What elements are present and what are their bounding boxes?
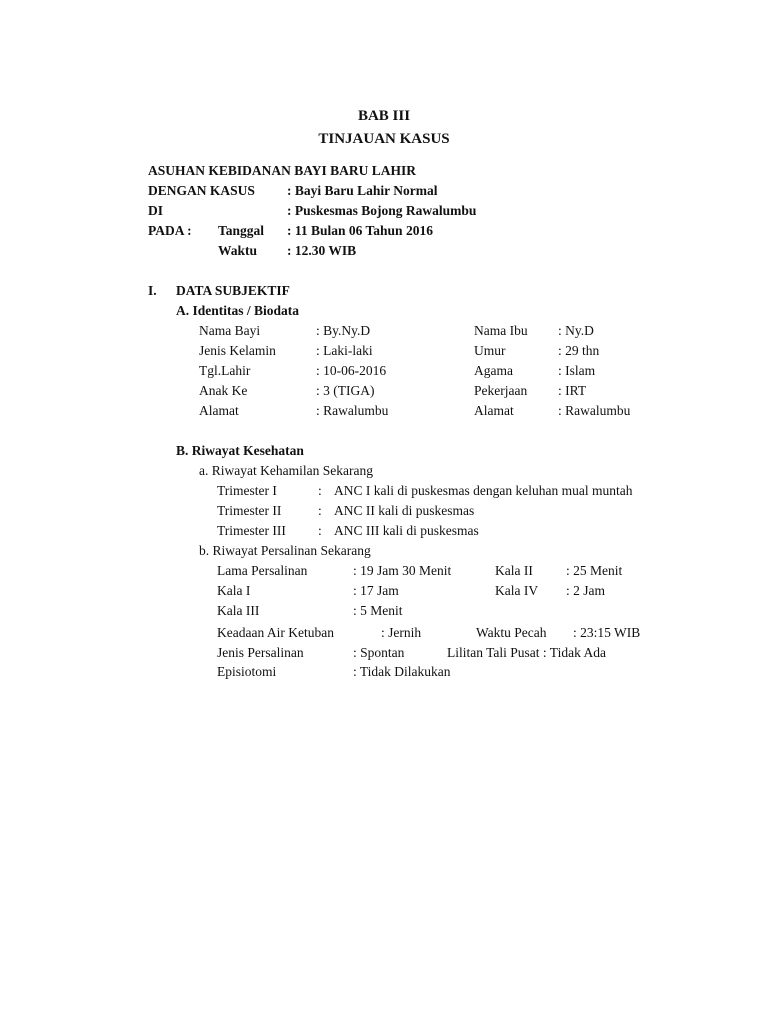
lilitan-tali-pusat: Lilitan Tali Pusat : Tidak Ada [447,645,606,660]
identitas-label: Tgl.Lahir [199,363,251,378]
sub-b-title: b. Riwayat Persalinan Sekarang [199,543,371,558]
kala3-label: Kala III [217,603,260,618]
chapter-heading: BAB III [357,108,411,124]
waktu-pecah-label: Waktu Pecah [476,625,547,640]
jenis-persalinan-label: Jenis Persalinan [217,645,304,660]
section-title: DATA SUBJEKTIF [176,283,290,298]
identitas-value: : Islam [558,363,596,378]
trimester-value: ANC II kali di puskesmas [334,503,475,518]
di-value: : Puskesmas Bojong Rawalumbu [287,203,477,218]
chapter-title: TINJAUAN KASUS [318,131,450,147]
kala4-label: Kala IV [495,583,539,598]
identitas-label: Pekerjaan [474,383,528,398]
identitas-value: : 29 thn [558,343,600,358]
identitas-value: : IRT [558,383,587,398]
identitas-value: : 10-06-2016 [316,363,387,378]
trimester-colon: : [318,483,322,498]
subsection-a-title: A. Identitas / Biodata [176,303,300,318]
episiotomi-label: Episiotomi [217,664,277,679]
jenis-persalinan-value: : Spontan [353,645,405,660]
kala1-value: : 17 Jam [353,583,399,598]
identitas-value: : Laki-laki [316,343,373,358]
trimester-colon: : [318,523,322,538]
identitas-value: : 3 (TIGA) [316,383,375,398]
trimester-value: ANC III kali di puskesmas [334,523,479,538]
kala4-value: : 2 Jam [566,583,605,598]
identitas-value: : By.Ny.D [316,323,371,338]
kala1-label: Kala I [217,583,251,598]
pada-label: PADA : [148,223,192,238]
identitas-value: : Rawalumbu [316,403,389,418]
waktu-label: Waktu [218,243,258,258]
trimester-label: Trimester III [217,523,286,538]
episiotomi-value: : Tidak Dilakukan [353,664,451,679]
di-label: DI [148,203,164,218]
kala2-label: Kala II [495,563,533,578]
waktu-value: : 12.30 WIB [287,243,357,258]
identitas-label: Jenis Kelamin [199,343,276,358]
section-number: I. [148,283,157,298]
tanggal-value: : 11 Bulan 06 Tahun 2016 [287,223,433,238]
air-ketuban-value: : Jernih [381,625,422,640]
identitas-label: Agama [474,363,513,378]
kasus-label: DENGAN KASUS [148,183,255,198]
identitas-label: Alamat [199,403,239,418]
intro-line: ASUHAN KEBIDANAN BAYI BARU LAHIR [148,163,417,178]
kala3-value: : 5 Menit [353,603,403,618]
kala2-value: : 25 Menit [566,563,623,578]
lama-persalinan-value: : 19 Jam 30 Menit [353,563,452,578]
sub-a-title: a. Riwayat Kehamilan Sekarang [199,463,373,478]
waktu-pecah-value: : 23:15 WIB [573,625,641,640]
identitas-label: Nama Ibu [474,323,528,338]
trimester-label: Trimester I [217,483,277,498]
air-ketuban-label: Keadaan Air Ketuban [217,625,334,640]
lama-persalinan-label: Lama Persalinan [217,563,308,578]
subsection-b-title: B. Riwayat Kesehatan [176,443,304,458]
identitas-value: : Ny.D [558,323,594,338]
trimester-colon: : [318,503,322,518]
tanggal-label: Tanggal [218,223,265,238]
identitas-label: Alamat [474,403,514,418]
identitas-value: : Rawalumbu [558,403,631,418]
identitas-label: Anak Ke [199,383,248,398]
kasus-value: : Bayi Baru Lahir Normal [287,183,438,198]
identitas-label: Umur [474,343,506,358]
identitas-label: Nama Bayi [199,323,261,338]
trimester-value: ANC I kali di puskesmas dengan keluhan mual muntah [334,483,633,498]
trimester-label: Trimester II [217,503,282,518]
